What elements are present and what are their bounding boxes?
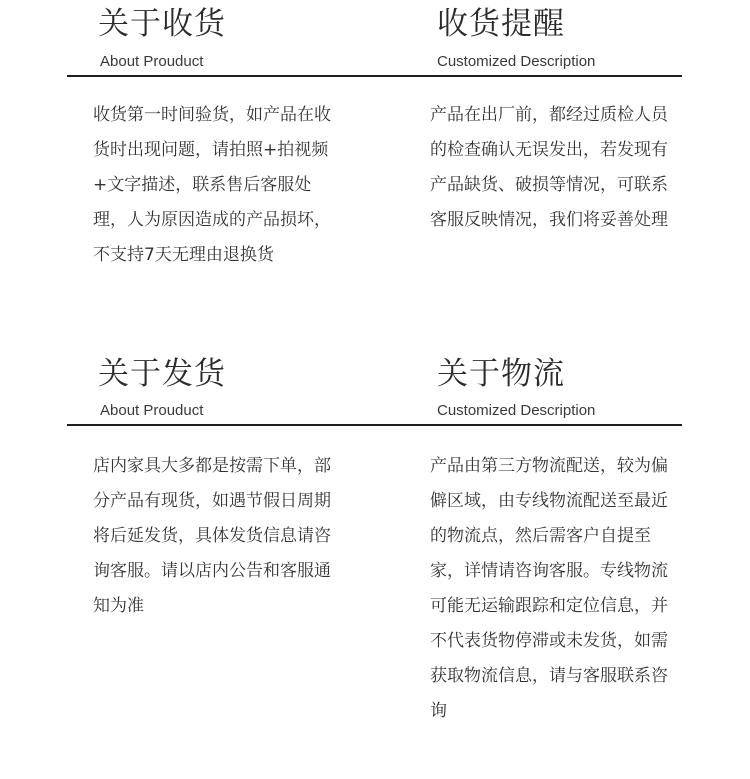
bottom-divider — [67, 424, 682, 426]
logistics-body: 产品由第三方物流配送，较为偏僻区域，由专线物流配送至最近的物流点，然后需客户自提至家，详情请咨询客服。专线物流可能无运输跟踪和定位信息，并不代表货物停滞或未发货，如需获取物流信息，请与客服联系咨询 — [430, 456, 668, 721]
reminder-subtitle: Customized Description — [437, 53, 596, 70]
shipping-subtitle: About Prouduct — [100, 402, 204, 419]
logistics-title: 关于物流 — [437, 356, 565, 392]
receipt-title: 关于收货 — [98, 6, 226, 42]
receipt-subtitle: About Prouduct — [100, 53, 204, 70]
top-divider — [67, 75, 682, 77]
shipping-body: 店内家具大多都是按需下单，部分产品有现货，如遇节假日周期将后延发货，具体发货信息请咨询客服。请以店内公告和客服通知为准 — [93, 456, 331, 616]
receipt-body: 收货第一时间验货，如产品在收货时出现问题，请拍照+拍视频+文字描述，联系售后客服处理，人为原因造成的产品损坏，不支持7天无理由退换货 — [93, 105, 331, 265]
reminder-body: 产品在出厂前，都经过质检人员的检查确认无误发出，若发现有产品缺货、破损等情况，可联系客服反映情况，我们将妥善处理 — [430, 105, 668, 230]
reminder-title: 收货提醒 — [437, 6, 565, 42]
logistics-subtitle: Customized Description — [437, 402, 596, 419]
shipping-title: 关于发货 — [98, 356, 226, 392]
